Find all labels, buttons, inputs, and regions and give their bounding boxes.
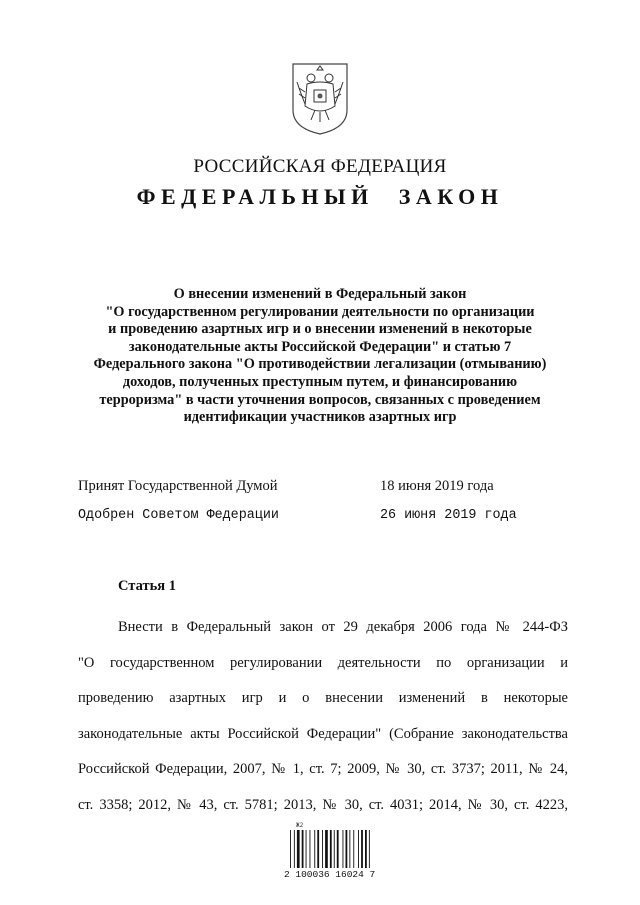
law-title bbox=[70, 286, 570, 427]
title-line: О внесении изменений в Федеральный закон bbox=[173, 286, 467, 302]
title-line: доходов, полученных преступным путем, и финансированию bbox=[122, 373, 518, 390]
article-line: законодательные акты Российской Федерации" (Собрание законодательства bbox=[78, 725, 568, 742]
document-type: ФЕДЕРАЛЬНЫЙ ЗАКОН bbox=[136, 184, 504, 209]
russian-coat-of-arms-icon bbox=[289, 62, 351, 136]
council-date: 26 июня 2019 года bbox=[380, 508, 517, 523]
barcode-top-label: Ж2 bbox=[296, 822, 304, 829]
title-line: терроризма" в части уточнения вопросов, связанных с проведением bbox=[99, 391, 541, 408]
council-label: Одобрен Советом Федерации bbox=[78, 508, 279, 523]
article-line: Российской Федерации, 2007, № 1, ст. 7; 2009, № 30, ст. 3737; 2011, № 24, bbox=[78, 761, 568, 778]
barcode-number: 2 100036 16024 7 bbox=[284, 869, 376, 880]
duma-date: 18 июня 2019 года bbox=[380, 478, 494, 494]
article-line: Внести в Федеральный закон от 29 декабря 2006 года № 244-ФЗ bbox=[118, 619, 568, 635]
article-line: "О государственном регулировании деятельности по организации и bbox=[78, 654, 568, 671]
title-line: и проведению азартных игр и о внесении изменений в некоторые bbox=[108, 321, 532, 338]
article-body bbox=[78, 610, 568, 824]
country-name: РОССИЙСКАЯ ФЕДЕРАЦИЯ bbox=[193, 156, 447, 177]
article-line: проведению азартных игр и о внесении изменений в некоторые bbox=[78, 690, 568, 707]
duma-label: Принят Государственной Думой bbox=[78, 478, 278, 494]
title-line: Федерального закона "О противодействии легализации (отмыванию) bbox=[93, 356, 547, 373]
article-heading: Статья 1 bbox=[118, 578, 176, 594]
title-line: идентификации участников азартных игр bbox=[183, 409, 457, 426]
title-line: "О государственном регулировании деятельности по организации bbox=[105, 303, 535, 320]
article-line: ст. 3358; 2012, № 43, ст. 5781; 2013, № 30, ст. 4031; 2014, № 30, ст. 4223, bbox=[78, 796, 568, 813]
title-line: законодательные акты Российской Федерации" и статью 7 bbox=[128, 338, 512, 355]
